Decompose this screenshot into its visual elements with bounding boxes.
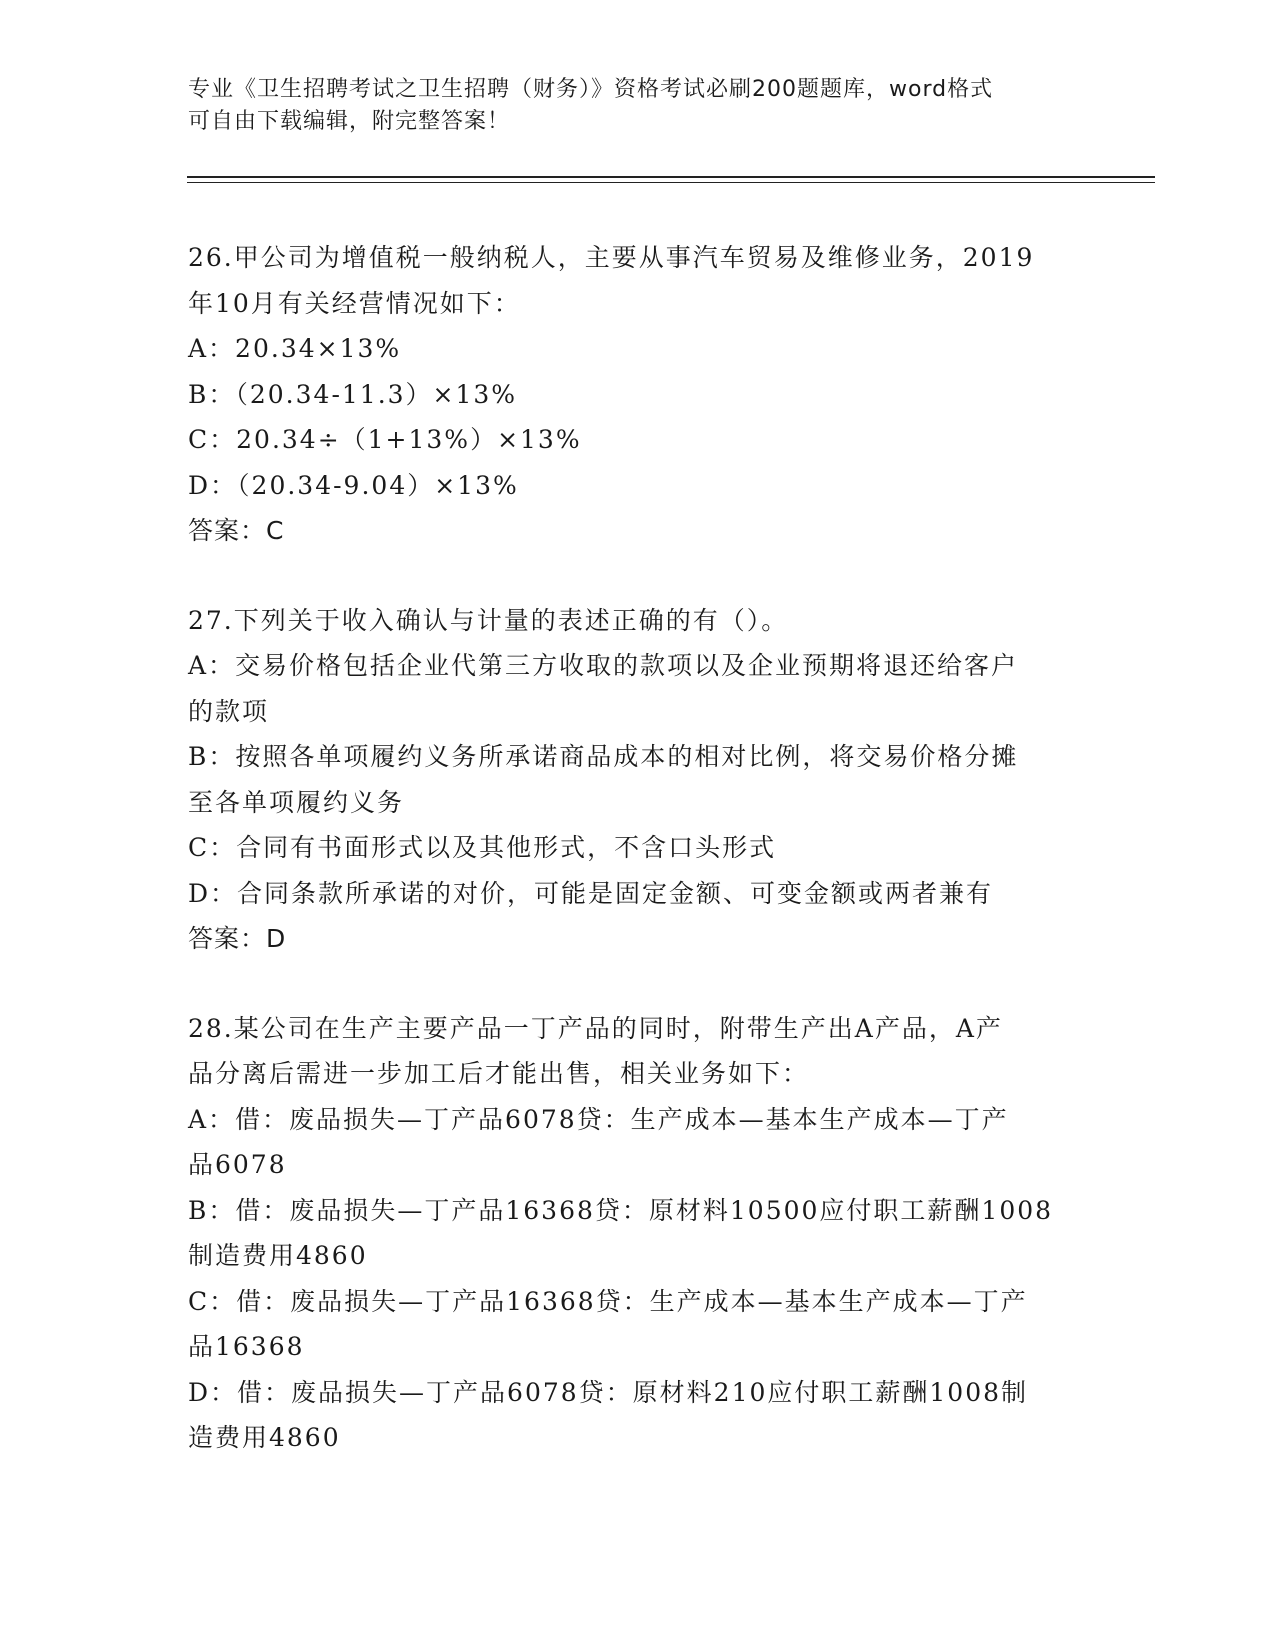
option-c-continued: 品16368 [188, 1332, 305, 1361]
question-text: 年10月有关经营情况如下： [188, 288, 521, 318]
answer-label: 答案：C [188, 516, 285, 545]
option-b-continued: 至各单项履约义务 [188, 787, 405, 817]
option-b: B：借：废品损失—丁产品16368贷：原材料10500应付职工薪酬1008 [188, 1195, 1054, 1225]
header-line-1: 专业《卫生招聘考试之卫生招聘（财务）》资格考试必刷200题题库，word格式 [188, 77, 994, 102]
option-b: B：（20.34-11.3）×13% [188, 379, 518, 409]
question-27 [188, 598, 1088, 962]
option-a: A：交易价格包括企业代第三方收取的款项以及企业预期将退还给客户 [188, 651, 1019, 680]
option-b-continued: 制造费用4860 [188, 1241, 368, 1270]
header-divider-thin [187, 182, 1155, 183]
question-text: 26.甲公司为增值税一般纳税人，主要从事汽车贸易及维修业务，2019 [188, 243, 1035, 272]
answer-label: 答案：D [188, 924, 287, 953]
option-a-continued: 品6078 [188, 1150, 287, 1179]
question-list [188, 235, 1088, 1505]
question-text-continued: 品分离后需进一步加工后才能出售，相关业务如下： [188, 1059, 810, 1088]
header-divider-thick [187, 176, 1155, 178]
question-text: 28.某公司在生产主要产品一丁产品的同时，附带生产出A产品，A产 [188, 1013, 1003, 1043]
option-c: C：20.34÷（1+13%）×13% [188, 425, 582, 454]
option-d: D：借：废品损失—丁产品6078贷：原材料210应付职工薪酬1008制 [188, 1377, 1029, 1407]
option-c: C：合同有书面形式以及其他形式，不含口头形式 [188, 833, 777, 862]
option-a-continued: 的款项 [188, 696, 270, 726]
header-line-2: 可自由下载编辑，附完整答案！ [188, 109, 511, 134]
option-d: D：（20.34-9.04）×13% [188, 470, 519, 500]
option-d-continued: 造费用4860 [188, 1423, 341, 1452]
option-a: A：借：废品损失—丁产品6078贷：生产成本—基本生产成本—丁产 [188, 1104, 1009, 1134]
question-text: 27.下列关于收入确认与计量的表述正确的有（）。 [188, 605, 789, 635]
question-28 [188, 1006, 1088, 1461]
option-a: A：20.34×13% [188, 334, 402, 363]
document-header [188, 74, 1088, 138]
option-c: C：借：废品损失—丁产品16368贷：生产成本—基本生产成本—丁产 [188, 1286, 1028, 1316]
question-26 [188, 235, 1088, 554]
option-d: D：合同条款所承诺的对价，可能是固定金额、可变金额或两者兼有 [188, 878, 994, 908]
option-b: B：按照各单项履约义务所承诺商品成本的相对比例，将交易价格分摊 [188, 742, 1019, 771]
